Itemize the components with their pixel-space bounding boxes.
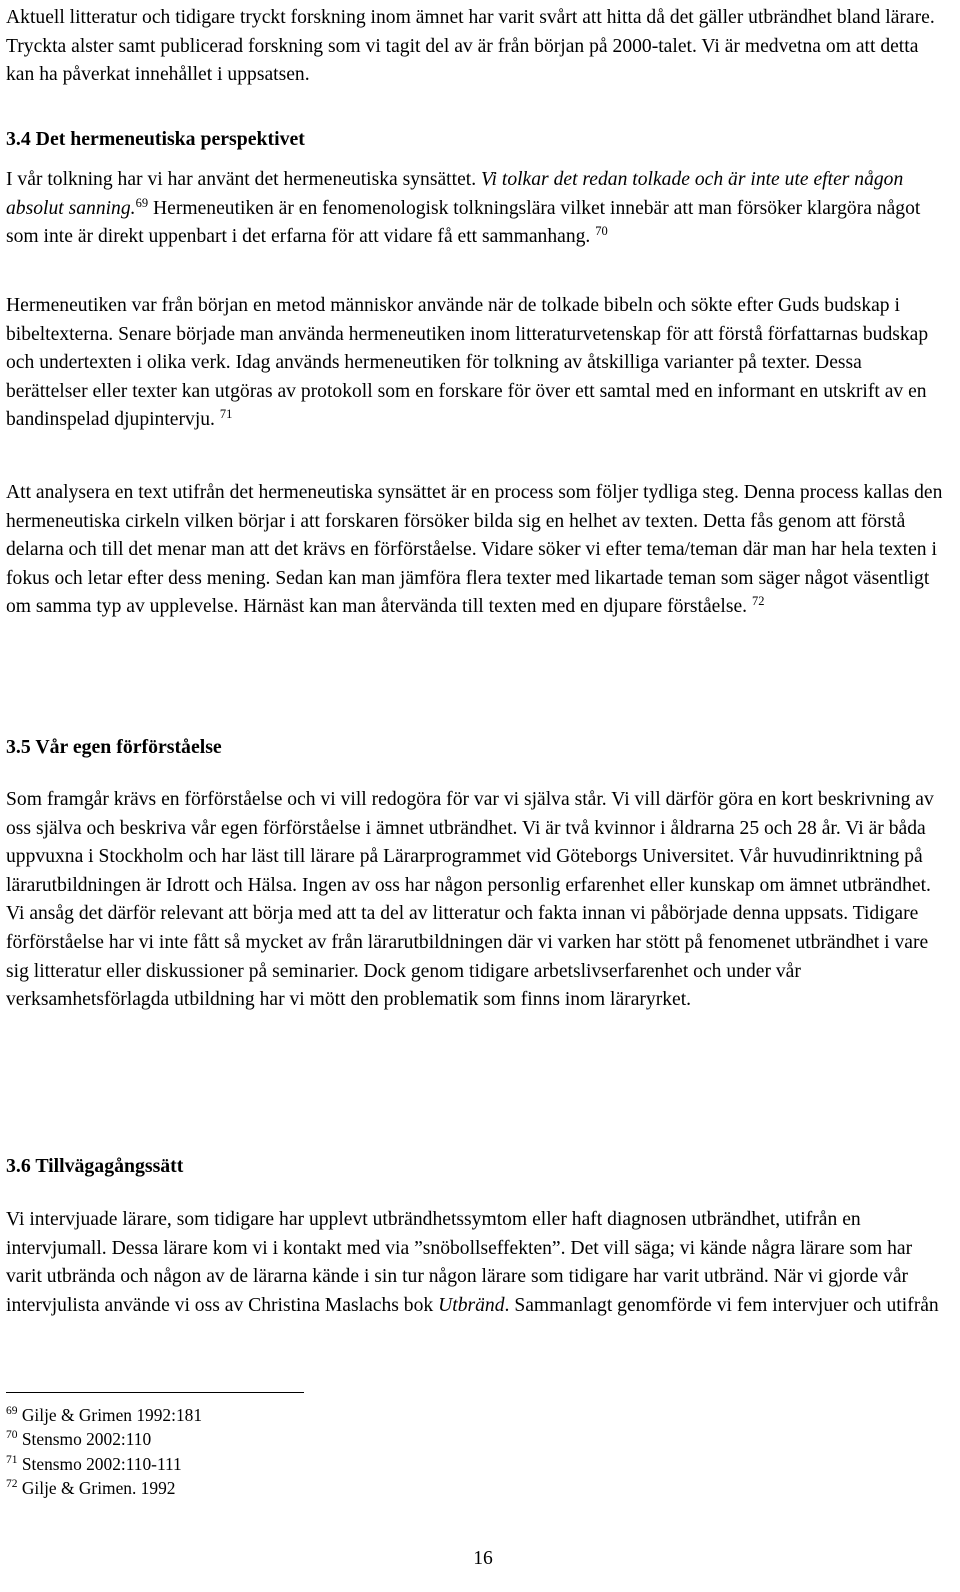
footnote-text: Gilje & Grimen 1992:181 — [21, 1405, 203, 1425]
paragraph-text: . Sammanlagt genomförde vi fem intervjuer och utifrån — [504, 1294, 939, 1316]
paragraph-text: I vår tolkning har vi har använt det hermeneutiska synsättet. — [6, 169, 477, 190]
intro-paragraph — [6, 4, 948, 90]
footnote-text: Gilje & Grimen. 1992 — [21, 1478, 176, 1499]
footnote-number: 71 — [6, 1453, 18, 1466]
footnote-text: Stensmo 2002:110-111 — [21, 1453, 182, 1474]
footnote-72 — [6, 1476, 202, 1500]
footnote-ref-69[interactable]: 69 — [135, 195, 149, 210]
section-heading-3-6: 3.6 Tillvägagångssätt — [6, 1155, 184, 1177]
paragraph-3-4-1 — [6, 166, 948, 252]
intro-text: Aktuell litteratur och tidigare tryckt forskning inom ämnet har varit svårt att hitta då det gäller utbrändhet bland lärare. Tryckta alster samt publicerad forskning som vi tagit del av är från början på 2000-talet. Vi är medvetna om att detta kan ha påverkat innehållet i uppsatsen. — [6, 7, 935, 86]
footnote-ref-72[interactable]: 72 — [751, 594, 765, 609]
book-title: Utbränd — [438, 1294, 505, 1316]
footnote-number: 70 — [6, 1429, 18, 1442]
footnotes — [6, 1403, 202, 1501]
paragraph-3-4-2 — [6, 292, 948, 435]
paragraph-3-5-1 — [6, 786, 948, 1015]
footnote-separator — [6, 1392, 304, 1393]
footnote-ref-70[interactable]: 70 — [595, 224, 608, 239]
footnote-71 — [6, 1452, 202, 1476]
footnote-69 — [6, 1403, 202, 1427]
paragraph-text: Vi intervjuade lärare, som tidigare har upplevt utbrändhetssymtom eller haft diagnosen utbrändhet, utifrån en intervjumall. Dessa lärare kom vi i kontakt med via ”snöbollseffekten”. Det vill säga; vi kände några lärare som har varit utbrända och någon av de lärarna kände i sin tur någon lärare som tidigare har varit utbränd. När vi gjorde vår intervjulista använde vi oss av Christina Maslachs bok — [6, 1209, 913, 1316]
paragraph-text: Som framgår krävs en förförståelse och vi vill redogöra för var vi själva står. Vi vill därför göra en kort beskrivning av oss själva och beskriva vår egen förförståelse i ämnet utbrändhet. Vi är två kvinnor i åldrarna 25 och 28 år. Vi är båda uppvuxna i Stockholm och har läst till lärare på Lärarprogrammet vid Göteborgs Universitet. Vår huvudinriktning på lärarutbildningen är Idrott och Hälsa. Ingen av oss har någon personlig erfarenhet eller kunskap om ämnet utbrändhet. Vi ansåg det därför relevant att börja med att ta del av litteratur och fakta innan vi påbörjade denna uppsats. Tidigare förförståelse har vi inte fått så mycket av från lärarutbildningen där vi varken har stött på fenomenet utbrändhet i vare sig litteratur eller diskussioner på seminarier. Dock genom tidigare arbetslivserfarenhet och under vår verksamhetsförlagda utbildning har vi mött den problematik som finns inom läraryrket. — [6, 789, 934, 1011]
italic-text: Vi tolkar det redan tolkade och är inte ute efter någon absolut sanning. — [6, 169, 904, 219]
paragraph-text: Att analysera en text utifrån det hermeneutiska synsättet är en process som följer tydliga steg. Denna process kallas den hermeneutiska cirkeln vilken börjar i att forskaren försöker bilda sig en helhet av texten. Detta fås genom att förstå delarna och till det menar man att det krävs en förförståelse. Vidare söker vi efter tema/teman där man har hela texten i fokus och letar efter dess mening. Sedan kan man jämföra flera texter med likartade teman som säger något väsentligt om samma typ av upplevelse. Härnäst kan man återvända till texten med en djupare förståelse. — [6, 482, 943, 618]
footnote-text: Stensmo 2002:110 — [21, 1429, 152, 1450]
paragraph-text: Hermeneutiken var från början en metod människor använde när de tolkade bibeln och sökte efter Guds budskap i bibeltexterna. Senare började man använda hermeneutiken inom litteraturvetenskap för att förstå författarnas budskap och undertexten i olika verk. Idag används hermeneutiken för tolkning av åtskilliga varianter på texter. Dessa berättelser eller texter kan utgöras av protokoll som en forskare för över ett samtal med en informant en utskrift av en bandinspelad djupintervju. — [6, 295, 929, 431]
page-number: 16 — [473, 1548, 493, 1569]
footnote-number: 69 — [6, 1405, 18, 1418]
paragraph-text: Hermeneutiken är en fenomenologisk tolkningslära vilket innebär att man försöker klargöra något som inte är direkt uppenbart i det erfarna för att vidare få ett sammanhang. — [6, 197, 921, 248]
footnote-ref-71[interactable]: 71 — [219, 407, 233, 422]
section-heading-3-5: 3.5 Vår egen förförståelse — [6, 736, 222, 758]
section-heading-3-4: 3.4 Det hermeneutiska perspektivet — [6, 128, 305, 150]
footnote-number: 72 — [6, 1478, 18, 1491]
footnote-70 — [6, 1427, 202, 1451]
paragraph-3-6-1 — [6, 1206, 948, 1320]
paragraph-3-4-3 — [6, 479, 948, 622]
